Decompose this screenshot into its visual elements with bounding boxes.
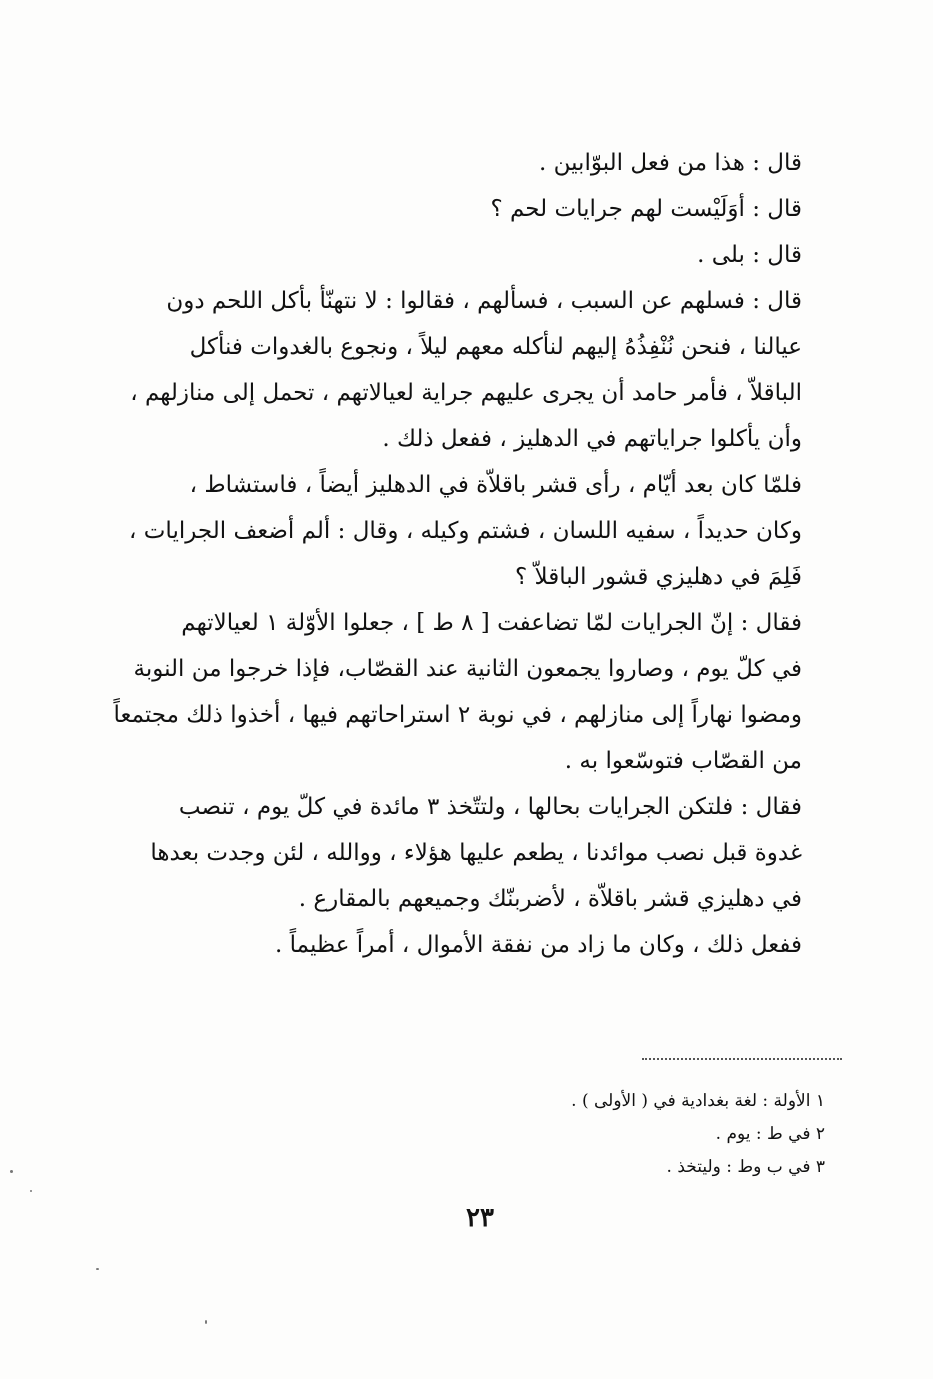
text-line: غدوة قبل نصب موائدنا ، يطعم عليها هؤلاء ، ووالله ، لئن وجدت بعدها: [150, 840, 802, 866]
text-line: فَلِمَ في دهليزي قشور الباقلاّ ؟: [514, 564, 802, 590]
main-text: [113, 140, 840, 968]
scan-speck: [205, 1320, 207, 1324]
text-line: وأن يأكلوا جراياتهم في الدهليز ، ففعل ذلك .: [382, 426, 802, 452]
text-line: قال : هذا من فعل البوّابين .: [538, 150, 802, 176]
footnote-divider: [642, 1058, 842, 1060]
page-number: ٢٣: [466, 1203, 494, 1233]
paragraph: [160, 922, 840, 968]
paragraph: [113, 600, 840, 784]
text-line: في دهليزي قشر باقلاّة ، لأضربنّك وجميعهم بالمقارع .: [298, 886, 802, 912]
text-line: في كلّ يوم ، وصاروا يجمعون الثانية عند القصّاب، فإذا خرجوا من النوبة: [133, 656, 802, 682]
text-line: ومضوا نهاراً إلى منازلهم ، في نوبة ٢ استراحاتهم فيها ، أخذوا ذلك مجتمعاً: [113, 702, 802, 728]
scan-speck: [10, 1170, 13, 1173]
text-line: قال : فسلهم عن السبب ، فسألهم ، فقالوا : لا نتهنّأ بأكل اللحم دون: [166, 288, 802, 314]
footnote-3: ٣ في ب وط : وليتخذ .: [666, 1157, 825, 1177]
text-line: فلمّا كان بعد أيّام ، رأى قشر باقلاّة في الدهليز أيضاً ، فاستشاط ،: [189, 472, 802, 498]
paragraph: [129, 462, 840, 600]
text-line: قال : بلى .: [697, 242, 802, 268]
footnotes: [480, 1085, 825, 1184]
paragraph: [150, 784, 840, 922]
paragraph: [160, 186, 840, 232]
text-line: من القصّاب فتوسّعوا به .: [564, 748, 802, 774]
paragraph: [130, 278, 840, 462]
text-line: فقال : فلتكن الجرايات بحالها ، ولتتّخذ ٣ مائدة في كلّ يوم ، تنصب: [178, 794, 802, 820]
text-line: وكان حديداً ، سفيه اللسان ، فشتم وكيله ، وقال : ألم أضعف الجرايات ،: [129, 518, 802, 544]
scan-speck: [30, 1190, 32, 1192]
footnote-2: ٢ في ط : يوم .: [715, 1124, 825, 1144]
text-line: فقال : إنّ الجرايات لمّا تضاعفت [ ٨ ط ] ، جعلوا الأوّلة ١ لعيالاتهم: [181, 610, 802, 636]
text-line: الباقلاّ ، فأمر حامد أن يجرى عليهم جراية لعيالاتهم ، تحمل إلى منازلهم ،: [130, 380, 802, 406]
text-line: قال : أوَلَيْست لهم جرايات لحم ؟: [490, 196, 802, 222]
text-line: ففعل ذلك ، وكان ما زاد من نفقة الأموال ، أمراً عظيماً .: [275, 932, 802, 958]
text-line: عيالنا ، فنحن نُنْفِذُهُ إليهم لنأكله معهم ليلاً ، ونجوع بالغدوات فنأكل: [189, 334, 802, 360]
footnote-1: ١ الأولة : لغة بغدادية في ( الأولى ) .: [571, 1091, 825, 1111]
scan-speck: [96, 1268, 99, 1270]
paragraph: [160, 140, 840, 186]
paragraph: [160, 232, 840, 278]
